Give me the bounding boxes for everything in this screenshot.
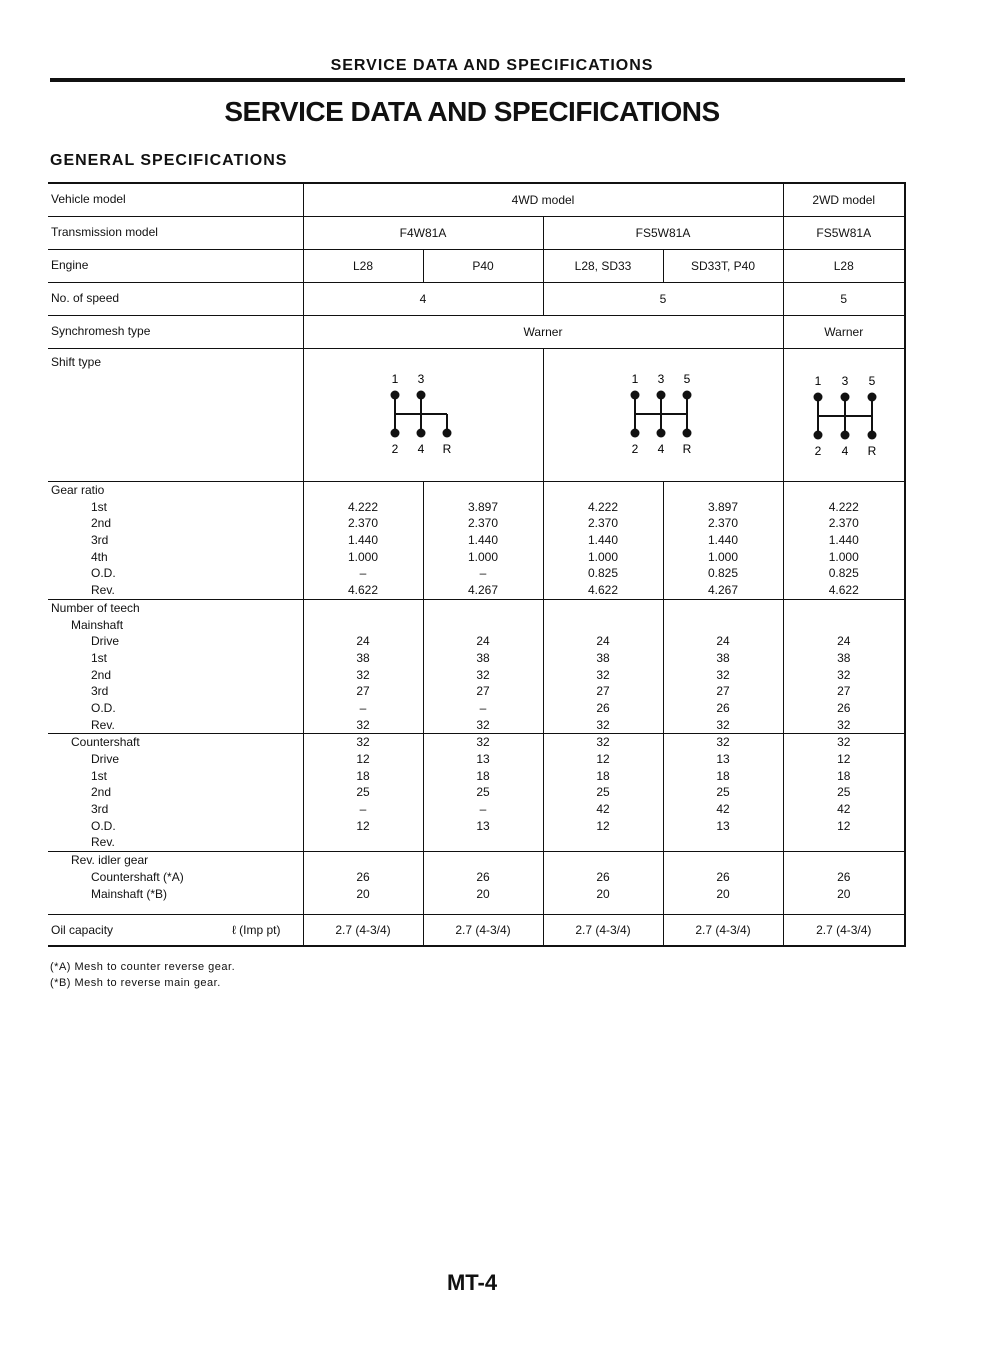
row-transmission-model	[48, 217, 905, 250]
spacer	[304, 600, 423, 617]
cell-value: 2.370	[467, 516, 499, 531]
row-label: Countershaft (*A)	[91, 869, 184, 884]
cell-gear-ratio-col	[663, 482, 783, 600]
gear-label: 4	[657, 442, 665, 456]
cell-value: –	[479, 566, 487, 581]
cell-value: –	[479, 802, 487, 817]
cell-countershaft-col	[423, 734, 543, 852]
cell-value: 12	[356, 818, 370, 833]
row-label: Rev.	[91, 835, 115, 850]
row-label: O.D.	[91, 700, 116, 715]
row-gear-ratio	[48, 482, 905, 600]
cell-synchromesh-4wd: Warner	[303, 316, 783, 349]
cell-shift-5speed	[543, 349, 783, 482]
cell-value: 42	[837, 802, 851, 817]
cell-value: 13	[476, 818, 490, 833]
row-label: Mainshaft (*B)	[91, 886, 168, 901]
row-shift-type	[48, 349, 905, 482]
cell-mainshaft-col	[543, 599, 663, 734]
cell-value: 0.825	[587, 566, 619, 581]
row-label: Mainshaft	[71, 617, 124, 632]
row-label: 2nd	[91, 516, 112, 531]
cell-value: 13	[476, 752, 490, 766]
cell-value: 24	[837, 634, 851, 649]
label-engine: Engine	[48, 250, 303, 283]
shift-pattern-5speed-2wd-icon	[789, 349, 899, 459]
cell-value: 26	[596, 700, 610, 715]
cell-value: 12	[596, 752, 610, 766]
cell-value: 32	[476, 667, 490, 682]
row-engine	[48, 250, 905, 283]
cell-value: –	[359, 566, 367, 581]
cell-value: 27	[476, 684, 490, 699]
gear-label: R	[682, 442, 692, 456]
cell-value: 4.622	[587, 583, 619, 598]
cell-value: 25	[476, 785, 490, 800]
cell-countershaft-col	[543, 734, 663, 852]
gear-label: 4	[841, 444, 849, 458]
cell-fs5w81a: FS5W81A	[543, 217, 783, 250]
label-vehicle-model: Vehicle model	[48, 183, 303, 217]
row-vehicle-model	[48, 183, 905, 217]
cell-value: 32	[837, 735, 851, 750]
cell-value: 38	[596, 650, 610, 665]
row-label: 2nd	[91, 785, 112, 800]
gear-label: 2	[814, 444, 822, 458]
cell-value: 26	[837, 700, 851, 715]
cell-value: 24	[476, 634, 490, 649]
cell-shift-4speed	[303, 349, 543, 482]
cell-value: 18	[356, 768, 370, 783]
spacer	[784, 600, 905, 617]
page-title: SERVICE DATA AND SPECIFICATIONS	[224, 96, 720, 127]
cell-value: 1.000	[707, 549, 739, 564]
row-label: O.D.	[91, 566, 116, 581]
cell-value: 12	[837, 818, 851, 833]
gear-label: 2	[631, 442, 639, 456]
cell-value: 25	[356, 785, 370, 800]
cell-value: 32	[837, 717, 851, 732]
cell-engine-5: L28	[783, 250, 905, 283]
cell-value: 4.622	[828, 583, 859, 598]
oil-capacity-unit: ℓ (Imp pt)	[231, 923, 281, 938]
cell-value: 20	[716, 886, 730, 901]
cell-value: 12	[596, 818, 610, 833]
gear-label: 2	[391, 442, 399, 456]
spacer	[304, 482, 423, 499]
cell-value: 4.267	[707, 583, 739, 598]
cell-value: 20	[596, 886, 610, 901]
cell-oil-3: 2.7 (4-3/4)	[543, 915, 663, 947]
row-label: 3rd	[91, 684, 109, 699]
shift-pattern-5speed-icon	[603, 349, 723, 459]
cell-value: 1.000	[467, 549, 499, 564]
header-rule	[50, 78, 905, 82]
row-label: Drive	[91, 752, 120, 766]
cell-value: 42	[596, 802, 610, 817]
cell-oil-5: 2.7 (4-3/4)	[783, 915, 905, 947]
cell-2wd-model: 2WD model	[783, 183, 905, 217]
cell-rev-idler-col	[783, 852, 905, 915]
cell-rev-idler-col	[303, 852, 423, 915]
cell-value: 2.370	[347, 516, 379, 531]
cell-value: 32	[716, 667, 730, 682]
spacer	[664, 482, 783, 499]
spacer	[544, 600, 663, 617]
cell-value: 2.370	[707, 516, 739, 531]
cell-value: 32	[837, 667, 851, 682]
cell-value: 13	[716, 818, 730, 833]
cell-countershaft-col	[783, 734, 905, 852]
cell-value: 13	[716, 752, 730, 766]
cell-value: 4.267	[467, 583, 499, 598]
cell-rev-idler-col	[543, 852, 663, 915]
cell-value: 32	[596, 667, 610, 682]
cell-value: 26	[716, 700, 730, 715]
spacer	[424, 617, 543, 634]
spacer	[664, 600, 783, 617]
oil-capacity-label: Oil capacity	[51, 923, 114, 938]
cell-value: 32	[356, 717, 370, 732]
spacer	[784, 852, 905, 869]
spacer	[304, 852, 423, 869]
spacer	[544, 482, 663, 499]
cell-value: 3.897	[467, 499, 499, 514]
cell-value: 42	[716, 802, 730, 817]
cell-value: 38	[837, 650, 851, 665]
cell-value: 20	[356, 886, 370, 901]
spacer	[784, 482, 905, 499]
row-label: 1st	[91, 768, 108, 783]
gear-label: R	[442, 442, 452, 456]
label-rev-idler-gear	[48, 852, 303, 915]
cell-value: 1.000	[828, 549, 859, 564]
row-countershaft-teeth	[48, 734, 905, 852]
spacer	[544, 617, 663, 634]
row-speeds	[48, 283, 905, 316]
cell-value: –	[359, 802, 367, 817]
cell-speeds-4wd-4: 4	[303, 283, 543, 316]
cell-value: –	[359, 700, 367, 715]
cell-rev-idler-col	[423, 852, 543, 915]
row-label: Drive	[91, 634, 120, 649]
cell-value: 25	[716, 785, 730, 800]
cell-value: 26	[716, 869, 730, 884]
cell-value: 2.370	[828, 516, 859, 531]
footnote-a: (*A) Mesh to counter reverse gear.	[50, 961, 236, 973]
cell-value: 26	[476, 869, 490, 884]
cell-value: 24	[356, 634, 370, 649]
cell-value: 20	[837, 886, 851, 901]
row-mainshaft-teeth	[48, 599, 905, 734]
cell-value: 18	[716, 768, 730, 783]
cell-value: 18	[476, 768, 490, 783]
cell-oil-2: 2.7 (4-3/4)	[423, 915, 543, 947]
spacer	[664, 617, 783, 634]
cell-mainshaft-col	[303, 599, 423, 734]
cell-value: 3.897	[707, 499, 739, 514]
cell-gear-ratio-col	[783, 482, 905, 600]
cell-value: 32	[716, 735, 730, 750]
row-label: Rev.	[91, 583, 115, 598]
running-head: SERVICE DATA AND SPECIFICATIONS	[330, 57, 654, 74]
footnote-b: (*B) Mesh to reverse main gear.	[50, 977, 221, 989]
label-transmission-model: Transmission model	[48, 217, 303, 250]
cell-value: 25	[596, 785, 610, 800]
label-mainshaft-teeth	[48, 599, 303, 734]
cell-value: 1.000	[347, 549, 379, 564]
row-label: Gear ratio	[51, 483, 105, 497]
row-label: 2nd	[91, 667, 112, 682]
cell-value: 27	[837, 684, 851, 699]
cell-value: 32	[476, 735, 490, 750]
cell-value: 18	[837, 768, 851, 783]
row-label: Countershaft	[71, 735, 140, 750]
cell-value: 32	[596, 735, 610, 750]
cell-value: 4.222	[587, 499, 619, 514]
label-shift-type: Shift type	[48, 349, 303, 482]
cell-value: 27	[356, 684, 370, 699]
cell-value: 12	[356, 752, 370, 766]
row-label: 3rd	[91, 533, 109, 548]
cell-value: 4.222	[828, 499, 859, 514]
cell-engine-1: L28	[303, 250, 423, 283]
spacer	[784, 617, 905, 634]
cell-mainshaft-col	[783, 599, 905, 734]
cell-value: 4.622	[347, 583, 379, 598]
cell-value: 0.825	[828, 566, 859, 581]
spacer	[664, 852, 783, 869]
label-gear-ratio	[48, 482, 303, 600]
cell-rev-idler-col	[663, 852, 783, 915]
spacer	[544, 852, 663, 869]
cell-value: 24	[716, 634, 730, 649]
cell-countershaft-col	[303, 734, 423, 852]
gear-label: 3	[417, 372, 425, 386]
cell-speeds-4wd-5: 5	[543, 283, 783, 316]
row-label: 1st	[91, 650, 108, 665]
cell-engine-3: L28, SD33	[543, 250, 663, 283]
cell-value: 4.222	[347, 499, 379, 514]
cell-value: 1.440	[828, 533, 859, 548]
cell-value: 1.440	[707, 533, 739, 548]
general-specifications-table	[48, 182, 906, 947]
cell-value: 12	[837, 752, 851, 766]
row-label: Number of teech	[51, 600, 140, 615]
cell-synchromesh-2wd: Warner	[783, 316, 905, 349]
label-oil-capacity	[48, 915, 303, 947]
cell-value: 18	[596, 768, 610, 783]
cell-fs5w81a-2wd: FS5W81A	[783, 217, 905, 250]
label-speeds: No. of speed	[48, 283, 303, 316]
cell-value: 32	[356, 735, 370, 750]
gear-label: 3	[657, 372, 665, 386]
cell-engine-2: P40	[423, 250, 543, 283]
spacer	[304, 617, 423, 634]
cell-oil-1: 2.7 (4-3/4)	[303, 915, 423, 947]
cell-value: 0.825	[707, 566, 739, 581]
cell-shift-5speed-2wd	[783, 349, 905, 482]
cell-value: –	[479, 700, 487, 715]
cell-value: 26	[596, 869, 610, 884]
cell-value: 27	[716, 684, 730, 699]
cell-mainshaft-col	[423, 599, 543, 734]
cell-value: 20	[476, 886, 490, 901]
row-label: Rev. idler gear	[71, 853, 149, 868]
row-label: Rev.	[91, 717, 115, 732]
row-synchromesh	[48, 316, 905, 349]
cell-gear-ratio-col	[303, 482, 423, 600]
cell-gear-ratio-col	[543, 482, 663, 600]
page-number: MT-4	[446, 1270, 498, 1295]
cell-value: 1.000	[587, 549, 619, 564]
gear-label: 4	[417, 442, 425, 456]
gear-label: 1	[631, 372, 639, 386]
cell-value: 32	[476, 717, 490, 732]
cell-speeds-2wd: 5	[783, 283, 905, 316]
section-title: GENERAL SPECIFICATIONS	[50, 152, 288, 169]
row-oil-capacity	[48, 915, 905, 947]
spacer	[424, 600, 543, 617]
cell-value: 1.440	[587, 533, 619, 548]
cell-value: 27	[596, 684, 610, 699]
cell-f4w81a: F4W81A	[303, 217, 543, 250]
cell-value: 2.370	[587, 516, 619, 531]
cell-engine-4: SD33T, P40	[663, 250, 783, 283]
row-label: 3rd	[91, 802, 109, 817]
label-synchromesh: Synchromesh type	[48, 316, 303, 349]
spacer	[424, 482, 543, 499]
cell-value: 38	[716, 650, 730, 665]
cell-gear-ratio-col	[423, 482, 543, 600]
cell-4wd-model: 4WD model	[303, 183, 783, 217]
cell-oil-4: 2.7 (4-3/4)	[663, 915, 783, 947]
row-label: O.D.	[91, 818, 116, 833]
gear-label: 3	[841, 374, 849, 388]
gear-label: R	[867, 444, 877, 458]
cell-value: 32	[716, 717, 730, 732]
shift-pattern-4speed-icon	[363, 349, 483, 459]
cell-mainshaft-col	[663, 599, 783, 734]
row-label: 1st	[91, 499, 108, 514]
gear-label: 1	[814, 374, 822, 388]
cell-value: 25	[837, 785, 851, 800]
cell-value: 26	[356, 869, 370, 884]
label-countershaft-teeth	[48, 734, 303, 852]
row-label: 4th	[91, 549, 108, 564]
cell-value: 38	[356, 650, 370, 665]
cell-value: 1.440	[347, 533, 379, 548]
spacer	[424, 852, 543, 869]
cell-value: 1.440	[467, 533, 499, 548]
cell-value: 38	[476, 650, 490, 665]
cell-value: 32	[356, 667, 370, 682]
gear-label: 5	[683, 372, 691, 386]
cell-value: 24	[596, 634, 610, 649]
gear-label: 5	[868, 374, 876, 388]
row-rev-idler-gear	[48, 852, 905, 915]
cell-value: 26	[837, 869, 851, 884]
cell-value: 32	[596, 717, 610, 732]
cell-countershaft-col	[663, 734, 783, 852]
gear-label: 1	[391, 372, 399, 386]
